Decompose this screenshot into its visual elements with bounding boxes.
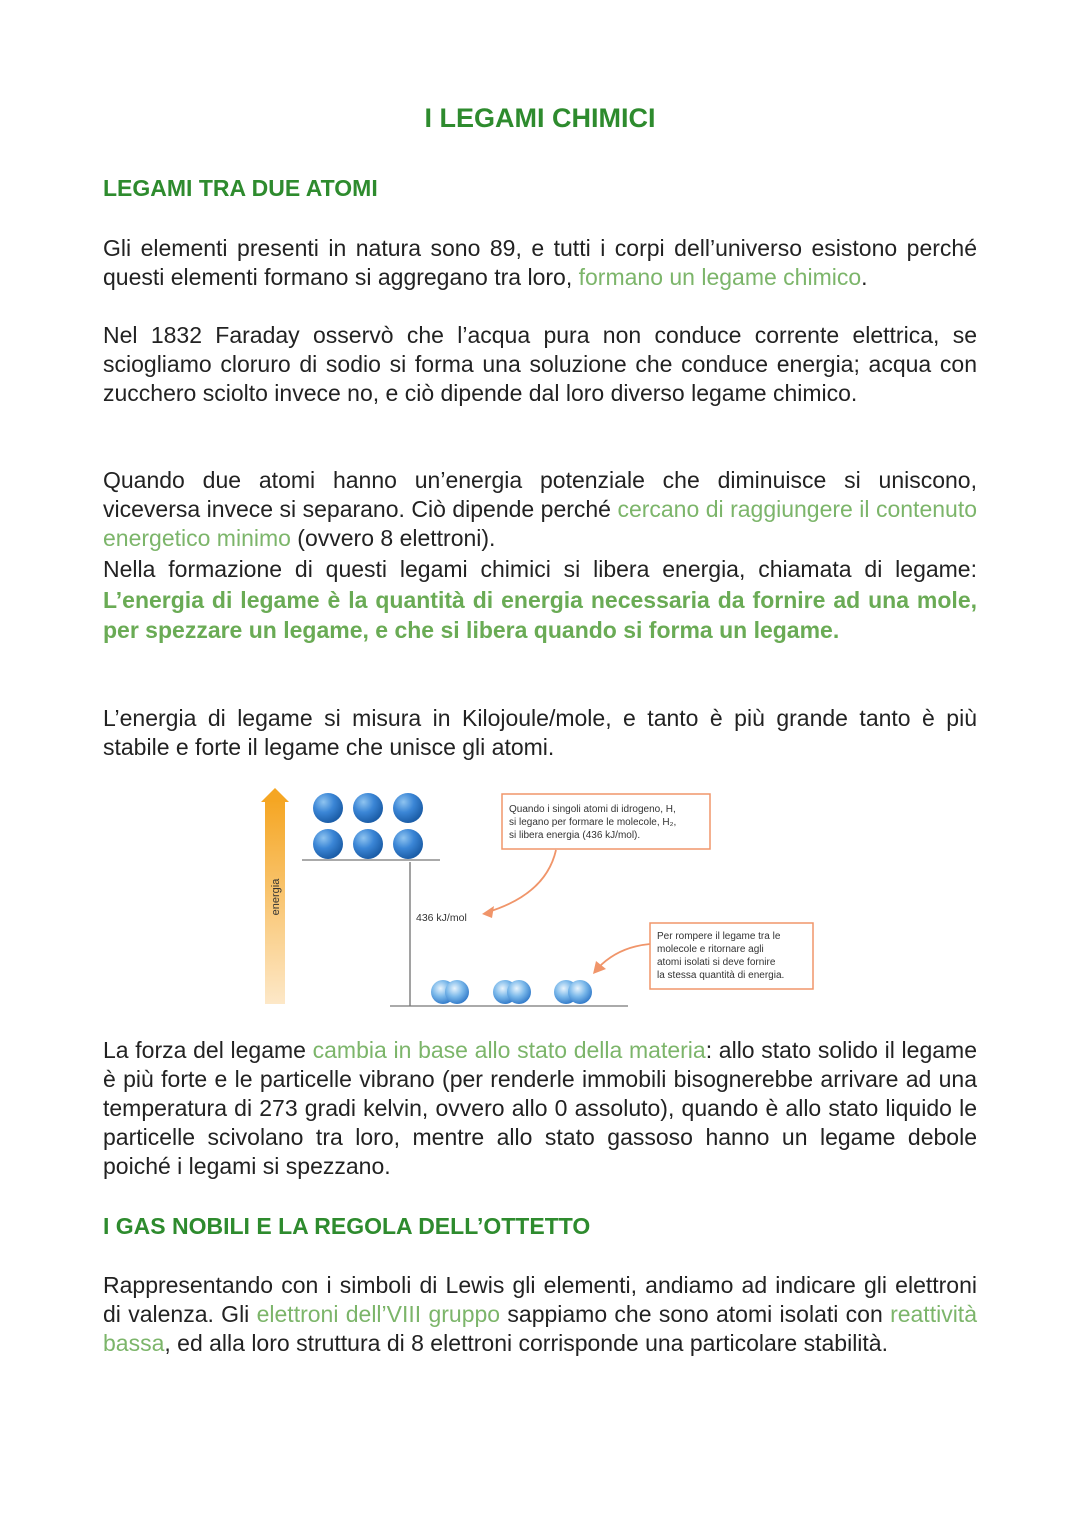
callout-line: la stessa quantità di energia. [657, 970, 785, 981]
paragraph-energia-legame [103, 554, 977, 646]
molecule-atom [507, 980, 531, 1004]
molecule-atom [568, 980, 592, 1004]
paragraph-elementi [103, 234, 977, 292]
text: Gli elementi presenti in natura sono 89, e tutti i corpi dell’universo esistono perché questi elementi formano si aggregano tra loro, [103, 235, 977, 290]
callout-line: molecole e ritornare agli [657, 944, 764, 955]
section-heading-legami: LEGAMI TRA DUE ATOMI [103, 175, 378, 201]
callout-line: atomi isolati si deve fornire [657, 957, 776, 968]
section-heading-gas-nobili: I GAS NOBILI E LA REGOLA DELL’OTTETTO [103, 1213, 591, 1239]
atom [313, 829, 343, 859]
callout-arrow-1 [488, 850, 556, 912]
highlight-text: cercano di raggiungere il contenuto energetico minimo [103, 496, 978, 551]
callout-box-breaking [650, 923, 813, 989]
energy-diagram [250, 782, 830, 1014]
energy-value-label: 436 kJ/mol [416, 912, 467, 924]
paragraph-kilojoule: L’energia di legame si misura in Kilojoule/mole, e tanto è più grande tanto è più stabile e forte il legame che unisce gli atomi. [103, 705, 977, 760]
text: Rappresentando con i simboli di Lewis gli elementi, andiamo ad indicare gli elettroni di valenza. Gli [103, 1272, 977, 1327]
highlight-text: formano un legame chimico [578, 264, 862, 290]
energy-axis-label: energia [270, 878, 282, 916]
text: (ovvero 8 elettroni). [290, 525, 496, 551]
highlight-text: cambia in base allo stato della materia [312, 1037, 706, 1063]
molecule-atom [445, 980, 469, 1004]
callout-line: si libera energia (436 kJ/mol). [509, 830, 641, 841]
atom [353, 829, 383, 859]
paragraph-lewis [103, 1271, 977, 1358]
text: , ed alla loro struttura di 8 elettroni corrisponde una particolare stabilità. [164, 1330, 888, 1356]
callout-box-formation [502, 794, 710, 849]
page-title: I LEGAMI CHIMICI [424, 103, 656, 133]
text: Nella formazione di questi legami chimici si libera energia, chiamata di legame: [103, 556, 977, 582]
atom [393, 793, 423, 823]
paragraph-energia-potenziale [103, 466, 977, 553]
callout-line: si legano per formare le molecole, H₂, [509, 817, 677, 828]
hydrogen-atoms [313, 793, 423, 859]
text: Quando due atomi hanno un’energia potenziale che diminuisce si uniscono, viceversa invece si separano. Ciò dipende perché [103, 467, 977, 522]
text: La forza del legame [103, 1037, 313, 1063]
callout-line: Per rompere il legame tra le [657, 931, 781, 942]
highlight-text: elettroni dell’VIII gruppo [256, 1301, 501, 1327]
callout-arrow-2 [598, 944, 650, 968]
paragraph-faraday: Nel 1832 Faraday osservò che l’acqua pura non conduce corrente elettrica, se sciogliamo cloruro di sodio si forma una soluzione che conduce energia; acqua con zucchero sciolto invece no, e ciò dipende dal loro diverso legame chimico. [103, 322, 977, 406]
atom [353, 793, 383, 823]
text: sappiamo che sono atomi isolati con [500, 1301, 891, 1327]
callout-line: Quando i singoli atomi di idrogeno, H, [509, 804, 676, 815]
definition-text: L’energia di legame è la quantità di energia necessaria da fornire ad una mole, per spezzare un legame, e che si libera quando si forma un legame. [103, 586, 977, 643]
text: . [861, 264, 868, 290]
arrowhead-icon [482, 906, 494, 918]
paragraph-forza-legame [103, 1036, 977, 1181]
highlight-text: reattività bassa [103, 1301, 977, 1356]
atom [393, 829, 423, 859]
text: : allo stato solido il legame è più forte e le particelle vibrano (per renderle immobili bisognerebbe arrivare ad una temperatura di 273 gradi kelvin, ovvero allo 0 assoluto), quando è allo stato liquido le particelle scivolano tra loro, mentre allo stato gassoso hanno un legame debole poiché i legami si spezzano. [103, 1037, 977, 1179]
hydrogen-molecules [431, 980, 592, 1004]
atom [313, 793, 343, 823]
